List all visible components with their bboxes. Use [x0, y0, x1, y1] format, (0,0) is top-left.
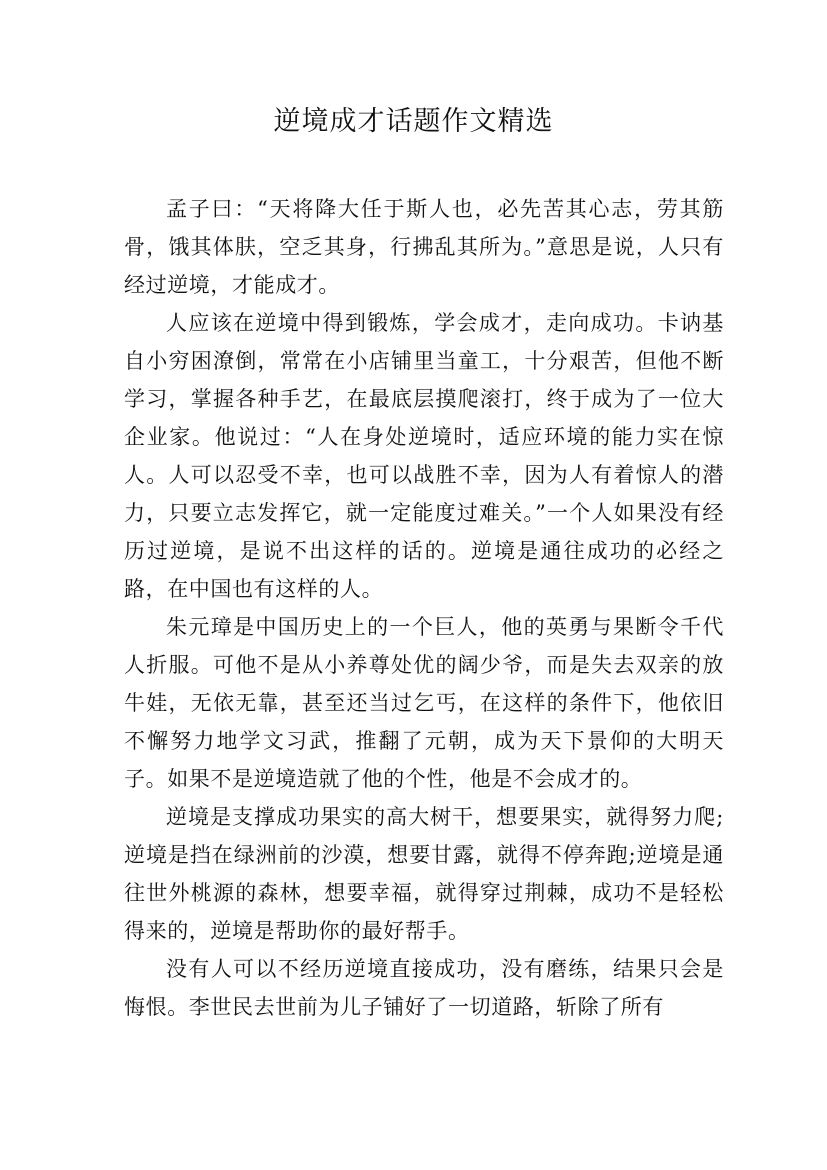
document-title: 逆境成才话题作文精选	[273, 106, 554, 137]
paragraph-2: 人应该在逆境中得到锻炼，学会成才，走向成功。卡讷基自小穷困潦倒，常常在小店铺里当童工，十分艰苦，但他不断学习，掌握各种手艺，在最底层摸爬滚打，终于成为了一位大企业家。他说过：“人在身处逆境时，适应环境的能力实在惊人。人可以忍受不幸，也可以战胜不幸，因为人有着惊人的潜力，只要立志发挥它，就一定能度过难关。”一个人如果没有经历过逆境，是说不出这样的话的。逆境是通往成功的必经之路，在中国也有这样的人。	[124, 311, 724, 601]
paragraph-1: 孟子曰：“天将降大任于斯人也，必先苦其心志，劳其筋骨，饿其体肤，空乏其身，行拂乱其所为。”意思是说，人只有经过逆境，才能成才。	[124, 197, 724, 297]
paragraph-3: 朱元璋是中国历史上的一个巨人，他的英勇与果断令千代人折服。可他不是从小养尊处优的阔少爷，而是失去双亲的放牛娃，无依无靠，甚至还当过乞丐，在这样的条件下，他依旧不懈努力地学文习武，推翻了元朝，成为天下景仰的大明天子。如果不是逆境造就了他的个性，他是不会成才的。	[124, 615, 724, 791]
paragraph-4: 逆境是支撑成功果实的高大树干，想要果实，就得努力爬;逆境是挡在绿洲前的沙漠，想要甘露，就得不停奔跑;逆境是通往世外桃源的森林，想要幸福，就得穿过荆棘，成功不是轻松得来的，逆境是帮助你的最好帮手。	[124, 805, 724, 943]
paragraph-5: 没有人可以不经历逆境直接成功，没有磨练，结果只会是悔恨。李世民去世前为儿子铺好了一切道路，斩除了所有	[124, 957, 724, 1019]
document-body	[124, 190, 724, 1026]
